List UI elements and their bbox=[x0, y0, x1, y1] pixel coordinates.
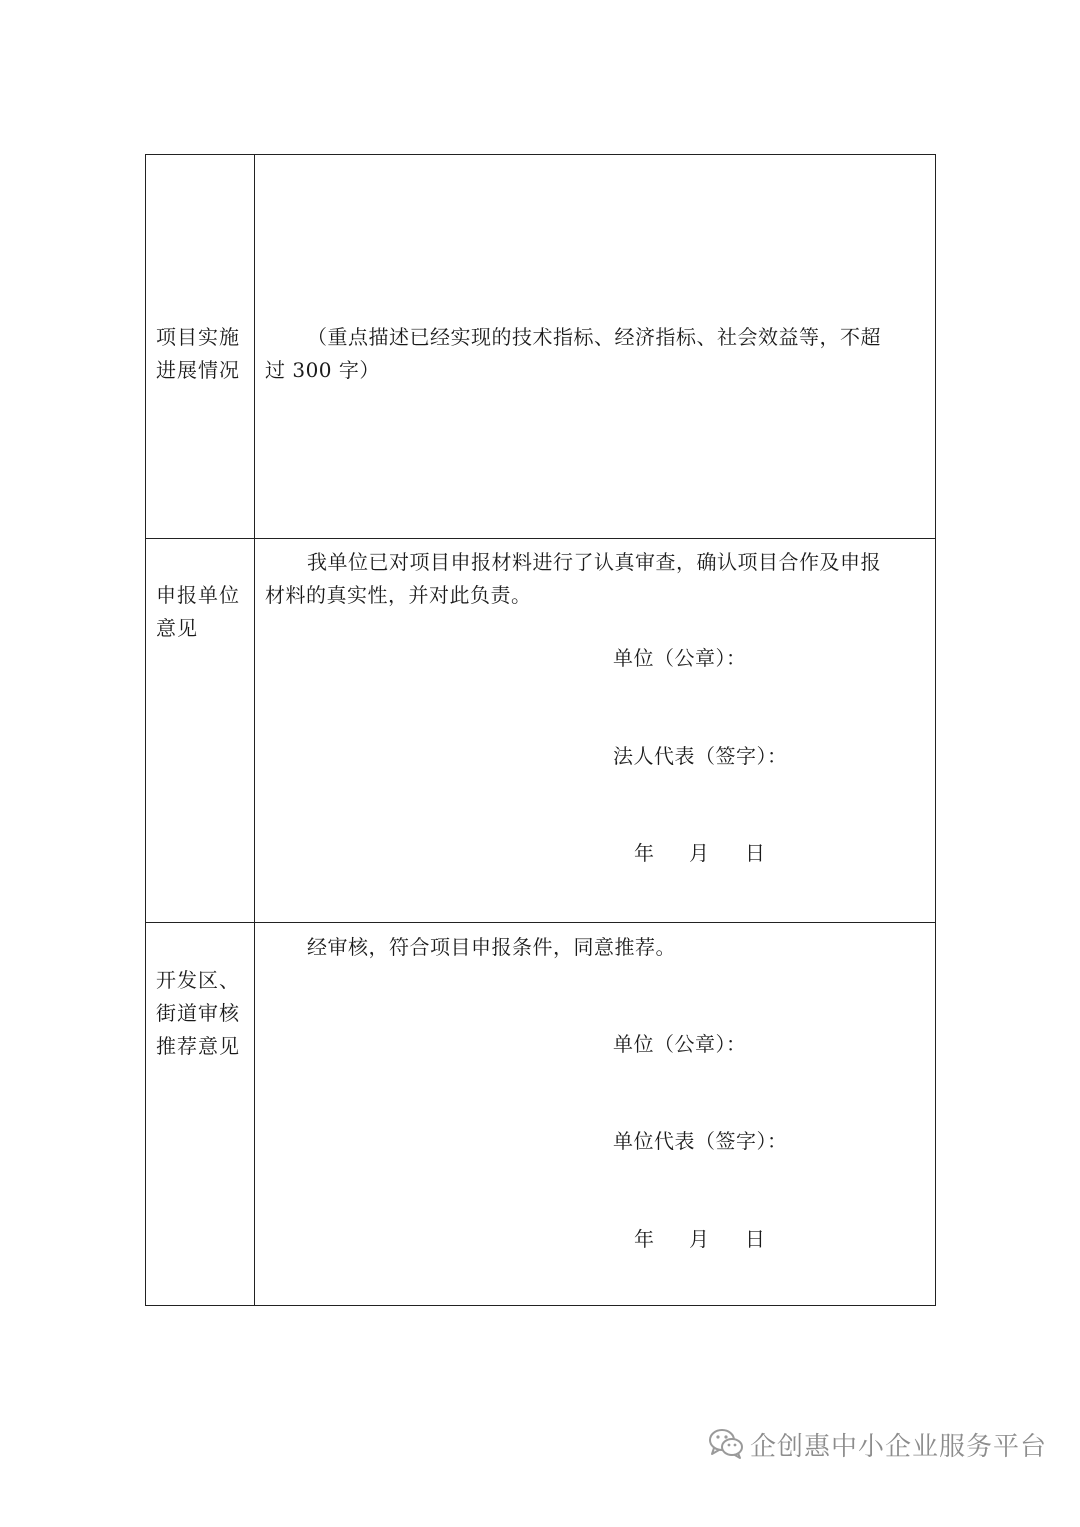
date-day-label: 日 bbox=[745, 841, 766, 865]
table-row-progress bbox=[146, 155, 935, 539]
date-month-label: 月 bbox=[689, 841, 710, 865]
date-month-label: 月 bbox=[689, 1227, 710, 1251]
label-cell-progress bbox=[146, 155, 255, 538]
row-label-line: 项目实施 bbox=[156, 325, 240, 349]
watermark bbox=[708, 1426, 1047, 1462]
date-day-label: 日 bbox=[745, 1227, 766, 1251]
applicant-statement-line: 材料的真实性，并对此负责。 bbox=[265, 583, 532, 607]
row-label-line: 推荐意见 bbox=[156, 1034, 240, 1058]
applicant-statement-line: 我单位已对项目申报材料进行了认真审查，确认项目合作及申报 bbox=[307, 550, 881, 574]
row-label-line: 意见 bbox=[156, 616, 198, 640]
date-year-label: 年 bbox=[634, 1227, 655, 1251]
content-cell-progress[interactable] bbox=[255, 155, 935, 538]
row-label-line: 申报单位 bbox=[156, 583, 240, 607]
progress-instruction-line: （重点描述已经实现的技术指标、经济指标、社会效益等，不超 bbox=[307, 325, 881, 349]
table-row-applicant-opinion bbox=[146, 539, 935, 923]
table-row-district-opinion bbox=[146, 923, 935, 1305]
watermark-text: 企创惠中小企业服务平台 bbox=[750, 1431, 1048, 1462]
row-label-line: 开发区、 bbox=[156, 968, 240, 992]
row-label-line: 街道审核 bbox=[156, 1001, 240, 1025]
signature-label: 法人代表（签字）： bbox=[613, 744, 788, 768]
label-cell-district-opinion bbox=[146, 923, 255, 1305]
content-cell-applicant-opinion[interactable] bbox=[255, 539, 935, 922]
district-statement: 经审核，符合项目申报条件，同意推荐。 bbox=[307, 935, 676, 959]
date-year-label: 年 bbox=[634, 841, 655, 865]
wechat-icon bbox=[708, 1427, 744, 1461]
row-label-line: 进展情况 bbox=[156, 358, 240, 382]
signature-label: 单位代表（签字）： bbox=[613, 1129, 788, 1153]
seal-label: 单位（公章）： bbox=[613, 646, 747, 670]
label-cell-applicant-opinion bbox=[146, 539, 255, 922]
content-cell-district-opinion[interactable] bbox=[255, 923, 935, 1305]
progress-instruction-line: 过 300 字） bbox=[265, 358, 380, 382]
project-form-table bbox=[145, 154, 936, 1306]
seal-label: 单位（公章）： bbox=[613, 1032, 747, 1056]
